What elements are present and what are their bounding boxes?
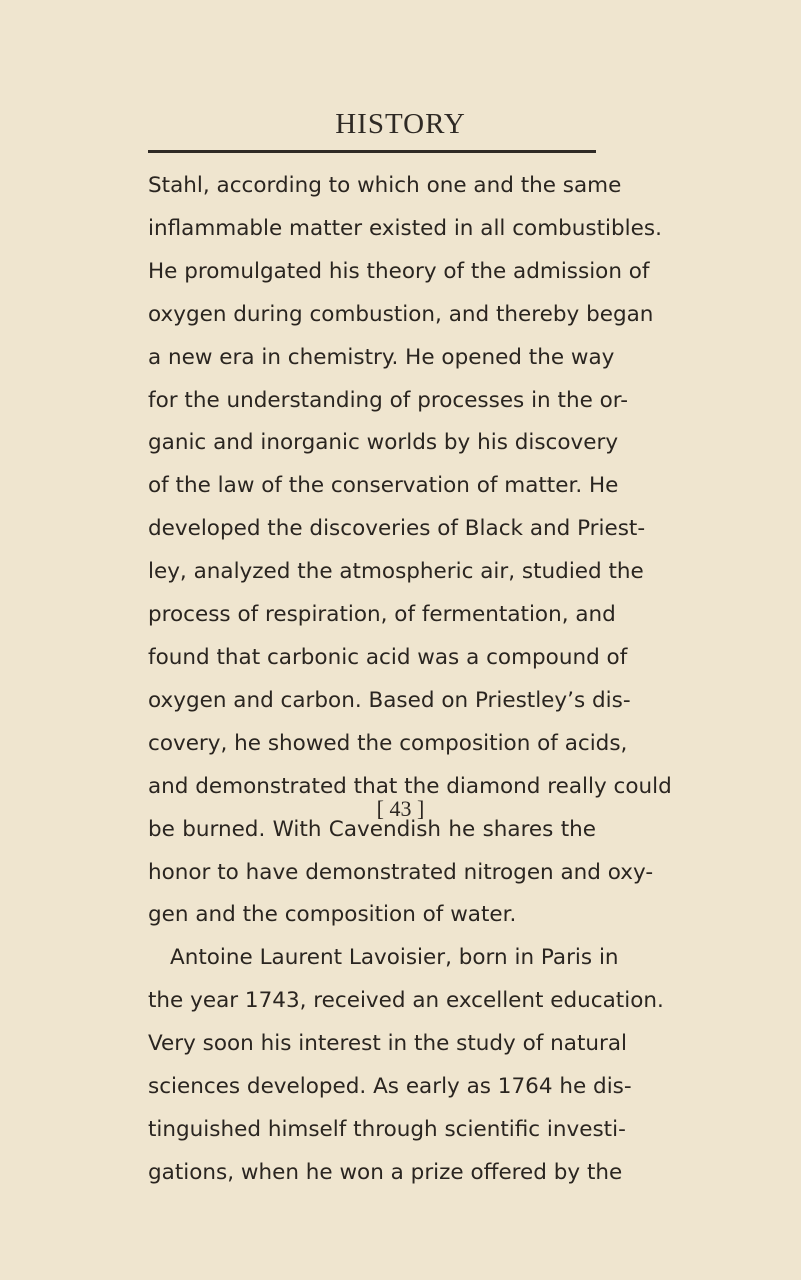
text-line: found that carbonic acid was a compound of (148, 644, 628, 670)
text-line: of the law of the conservation of matter. He (148, 473, 619, 499)
text-line: developed the discoveries of Black and Priest- (148, 516, 646, 542)
text-line: oxygen and carbon. Based on Priestley’s dis- (148, 687, 631, 713)
body-text (148, 165, 672, 1195)
text-line: Antoine Laurent Lavoisier, born in Paris in (170, 945, 619, 971)
header-rule (148, 150, 596, 153)
text-line: sciences developed. As early as 1764 he dis- (148, 1074, 632, 1100)
text-line: tinguished himself through scientific investi- (148, 1116, 626, 1142)
running-header: HISTORY (335, 108, 466, 140)
text-line: for the understanding of processes in the or- (148, 387, 629, 413)
text-line: gations, when he won a prize offered by the (148, 1159, 623, 1185)
text-line: gen and the composition of water. (148, 902, 517, 928)
text-line: a new era in chemistry. He opened the way (148, 344, 615, 370)
text-line: and demonstrated that the diamond really could (148, 773, 672, 799)
text-line: honor to have demonstrated nitrogen and oxy- (148, 859, 654, 885)
text-line: Very soon his interest in the study of natural (148, 1031, 628, 1057)
text-line: the year 1743, received an excellent education. (148, 988, 664, 1014)
page-number: [ 43 ] (376, 796, 425, 821)
text-line: Stahl, according to which one and the same (148, 173, 622, 198)
text-line: oxygen during combustion, and thereby began (148, 301, 654, 327)
text-line: inflammable matter existed in all combustibles. (148, 215, 662, 241)
text-line: covery, he showed the composition of acids, (148, 730, 628, 756)
text-line: He promulgated his theory of the admission of (148, 258, 650, 284)
text-line: ley, analyzed the atmospheric air, studied the (148, 559, 644, 585)
text-line: be burned. With Cavendish he shares the (148, 816, 596, 842)
text-line: process of respiration, of fermentation, and (148, 602, 616, 628)
text-line: ganic and inorganic worlds by his discovery (148, 430, 619, 456)
